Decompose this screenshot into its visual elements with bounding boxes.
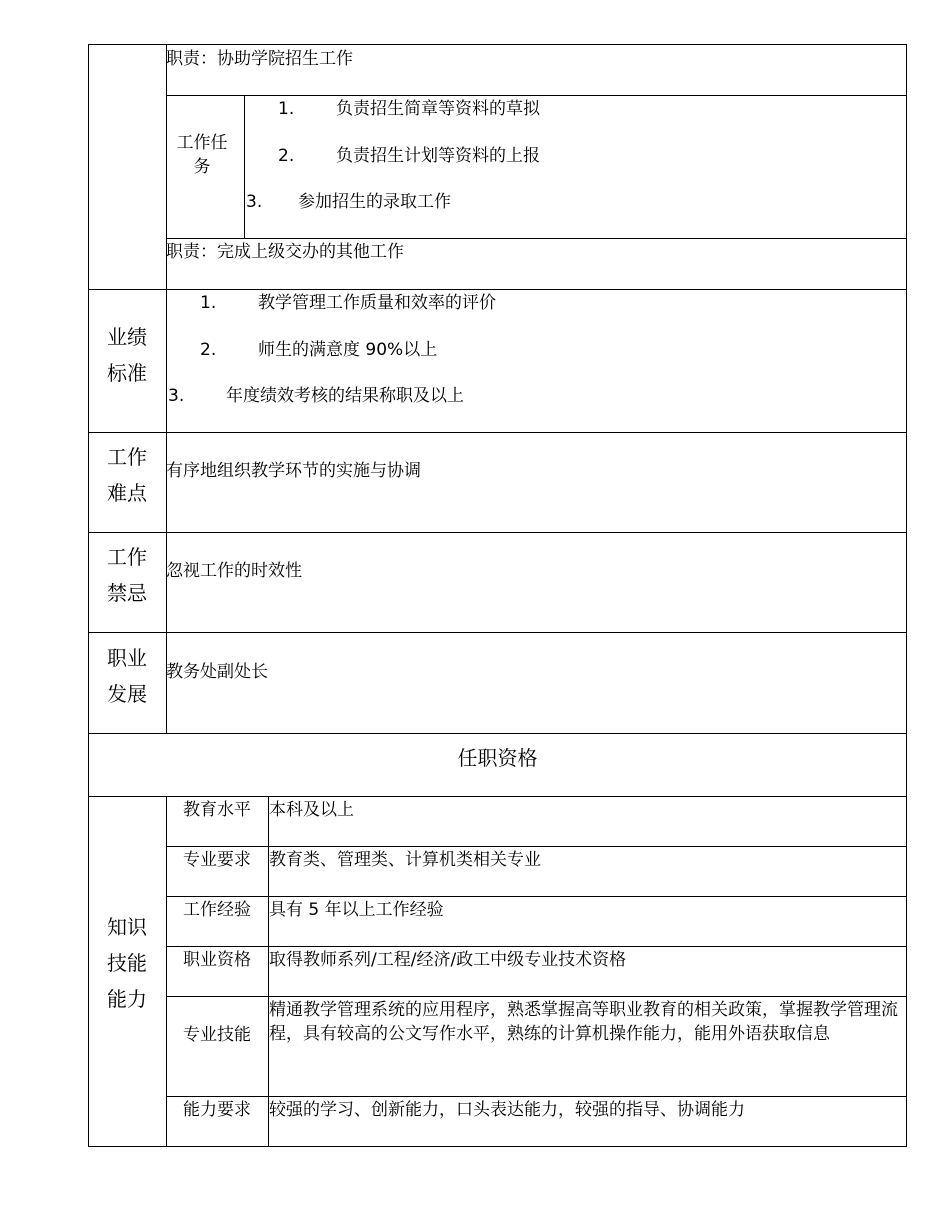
table-border-right: [906, 44, 907, 1147]
task-3-number: 3.: [246, 192, 263, 212]
difficulty-label: 工作 难点: [107, 445, 147, 505]
performance-divider: [88, 289, 907, 290]
difficulty-text: 有序地组织教学环节的实施与协调: [166, 461, 421, 481]
taboo-text: 忽视工作的时效性: [166, 561, 302, 581]
qualification-heading: 任职资格: [457, 746, 538, 770]
performance-item-2-text: 师生的满意度 90%以上: [258, 340, 438, 360]
task-2-number: 2.: [278, 146, 295, 166]
performance-item-3-number: 3.: [168, 386, 185, 406]
duty1-divider: [166, 95, 907, 96]
task-label-divider: [244, 95, 245, 238]
qual-row-divider: [166, 996, 907, 997]
performance-label: 业绩 标准: [107, 325, 147, 385]
qualification-section-label: 知识 技能 能力: [107, 915, 147, 1011]
qualification-heading-bottom: [88, 796, 907, 797]
qual-row-value: 本科及以上: [269, 800, 354, 820]
qual-row-divider: [166, 846, 907, 847]
table-border-top: [88, 44, 907, 45]
qual-row-label: 工作经验: [183, 900, 251, 920]
task-label: 工作任务: [176, 133, 228, 177]
qual-row-value: 较强的学习、创新能力，口头表达能力，较强的指导、协调能力: [269, 1100, 745, 1120]
duty2-title: 职责：完成上级交办的其他工作: [166, 242, 404, 262]
performance-item-2-number: 2.: [200, 340, 217, 360]
career-label: 职业 发展: [107, 646, 147, 706]
career-divider: [88, 632, 907, 633]
taboo-divider: [88, 532, 907, 533]
qual-row-value: 具有 5 年以上工作经验: [269, 900, 444, 920]
qual-row-value: 取得教师系列/工程/经济/政工中级专业技术资格: [269, 950, 627, 970]
qual-row-divider: [166, 1096, 907, 1097]
performance-item-1-number: 1.: [200, 293, 217, 313]
duty1-title: 职责：协助学院招生工作: [166, 49, 353, 69]
qual-row-label: 能力要求: [183, 1100, 251, 1120]
qual-row-divider: [166, 946, 907, 947]
taboo-label: 工作 禁忌: [107, 545, 147, 605]
qual-row-label: 职业资格: [183, 950, 251, 970]
duty2-divider: [166, 238, 907, 239]
qual-row-label: 专业要求: [183, 850, 251, 870]
difficulty-divider: [88, 432, 907, 433]
task-3-text: 参加招生的录取工作: [298, 192, 451, 212]
performance-item-1-text: 教学管理工作质量和效率的评价: [258, 293, 496, 313]
qualification-heading-top: [88, 733, 907, 734]
qual-row-divider: [166, 896, 907, 897]
performance-item-3-text: 年度绩效考核的结果称职及以上: [226, 386, 464, 406]
label-column-divider: [166, 44, 167, 733]
qual-row-label: 教育水平: [183, 800, 251, 820]
table-border-bottom: [88, 1146, 907, 1147]
career-text: 教务处副处长: [166, 662, 268, 682]
qual-row-value: 教育类、管理类、计算机类相关专业: [269, 850, 541, 870]
qual-row-label: 专业技能: [183, 1025, 251, 1045]
task-1-text: 负责招生简章等资料的草拟: [336, 99, 540, 119]
qual-row-value: 精通教学管理系统的应用程序，熟悉掌握高等职业教育的相关政策，掌握教学管理流程，具有较高的公文写作水平，熟练的计算机操作能力，能用外语获取信息: [269, 1000, 898, 1044]
task-2-text: 负责招生计划等资料的上报: [336, 146, 540, 166]
task-1-number: 1.: [278, 99, 295, 119]
